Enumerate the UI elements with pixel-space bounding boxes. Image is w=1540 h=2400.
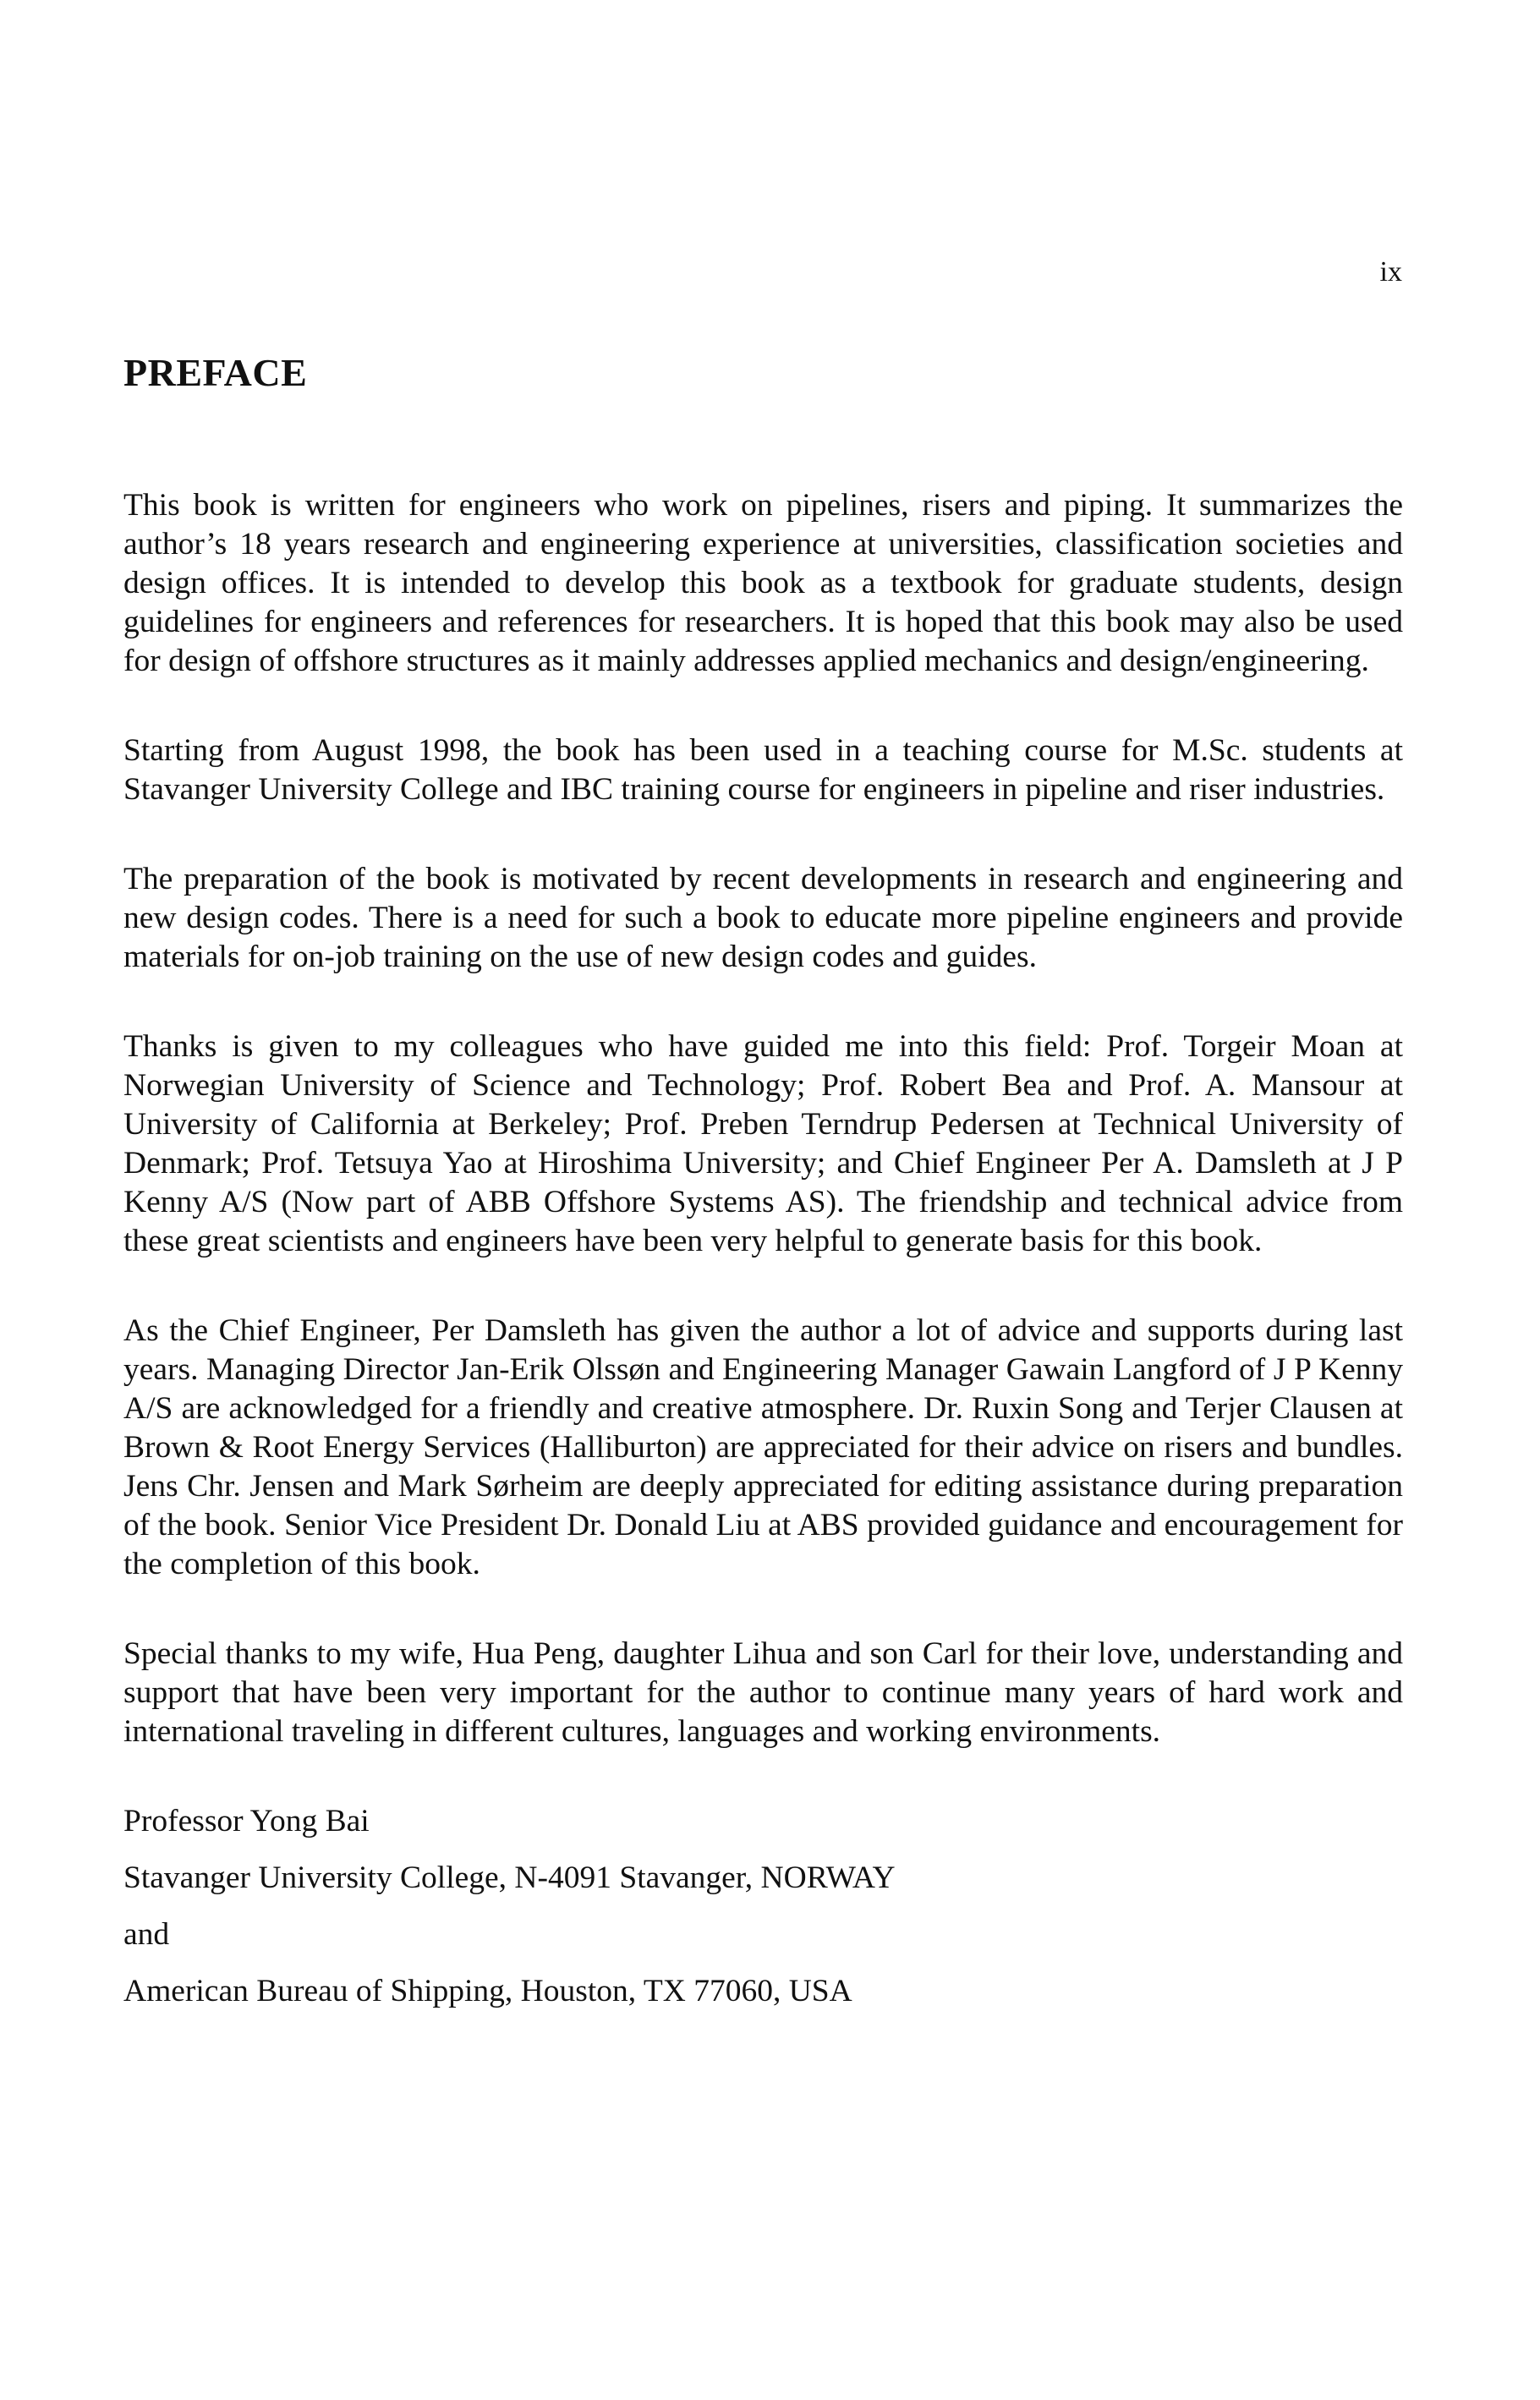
affiliation-conjunction: and bbox=[123, 1917, 170, 1952]
author-name: Professor Yong Bai bbox=[123, 1804, 370, 1838]
paragraph-intro: This book is written for engineers who work on pipelines, risers and piping. It summarizes the author’s 18 years research and engineering experience at universities, classification societies and design offices. It is intended to develop this book as a textbook for graduate students, design guidelines for engineers and references for researchers. It is hoped that this book may also be used for design of offshore structures as it mainly addresses applied mechanics and design/engineering. bbox=[123, 488, 1403, 678]
paragraph-motivation: The preparation of the book is motivated by recent developments in research and engineering and new design codes. There is a need for such a book to educate more pipeline engineers and provide materials for on-job training on the use of new design codes and guides. bbox=[123, 862, 1403, 974]
signature-block bbox=[123, 1802, 1403, 2011]
author-affiliation-stavanger: Stavanger University College, N-4091 Stavanger, NORWAY bbox=[123, 1860, 896, 1895]
preface-body bbox=[123, 486, 1403, 2029]
page-title: PREFACE bbox=[123, 351, 308, 394]
page-number: ix bbox=[1379, 256, 1402, 288]
paragraph-colleagues-thanks: Thanks is given to my colleagues who have guided me into this field: Prof. Torgeir Moan at Norwegian University of Science and Technology; Prof. Robert Bea and Prof. A. Mansour at University of California at Berkeley; Prof. Preben Terndrup Pedersen at Technical University of Denmark; Prof. Tetsuya Yao at Hiroshima University; and Chief Engineer Per A. Damsleth at J P Kenny A/S (Now part of ABB Offshore Systems AS). The friendship and technical advice from these great scientists and engineers have been very helpful to generate basis for this book. bbox=[123, 1029, 1403, 1258]
paragraph-family-thanks: Special thanks to my wife, Hua Peng, daughter Lihua and son Carl for their love, understanding and support that have been very important for the author to continue many years of hard work and international traveling in different cultures, languages and working environments. bbox=[123, 1636, 1403, 1749]
paragraph-course-usage: Starting from August 1998, the book has been used in a teaching course for M.Sc. students at Stavanger University College and IBC training course for engineers in pipeline and riser industries. bbox=[123, 733, 1403, 807]
author-affiliation-abs: American Bureau of Shipping, Houston, TX 77060, USA bbox=[123, 1974, 852, 2008]
paragraph-acknowledgements: As the Chief Engineer, Per Damsleth has given the author a lot of advice and supports during last years. Managing Director Jan-Erik Olssøn and Engineering Manager Gawain Langford of J P Kenny A/S are acknowledged for a friendly and creative atmosphere. Dr. Ruxin Song and Terjer Clausen at Brown & Root Energy Services (Halliburton) are appreciated for their advice on risers and bundles. Jens Chr. Jensen and Mark Sørheim are deeply appreciated for editing assistance during preparation of the book. Senior Vice President Dr. Donald Liu at ABS provided guidance and encouragement for the completion of this book. bbox=[123, 1313, 1403, 1581]
